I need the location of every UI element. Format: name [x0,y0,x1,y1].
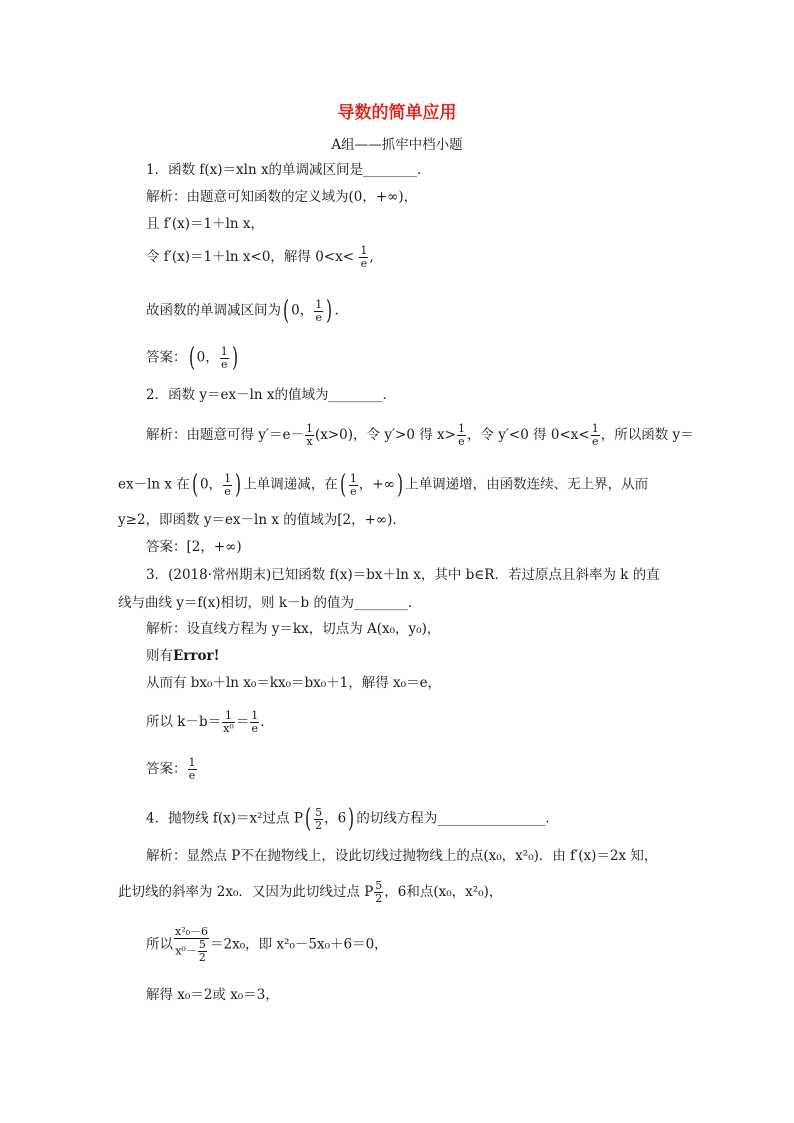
q1-analysis-line3: 令 f′(x)＝1＋ln x<0，解得 0<x< $\frac{1}{e}$ , [146,244,374,270]
q2-text: 解析：由题意可得 y′＝e－ [146,427,304,443]
q1-text: 0， [196,349,219,366]
q2-text: ex－ln x 在 [118,476,190,493]
q4-stem: 4．抛物线 f(x)＝x²过点 P( $\frac{5}{2}$ ，6) 的切线方程为________________． [146,804,559,834]
denominator: e [188,769,196,782]
numerator: x²₀－6 [175,925,209,938]
q3-stem-line1: 3．(2018·常州期末)已知函数 f(x)＝bx＋ln x，其中 b∈R．若过原点且斜率为 k 的直 [146,567,660,583]
numerator: 1 [224,471,232,485]
denominator: e [224,484,231,498]
numerator: 1 [315,297,323,311]
q4-analysis-line2 [118,880,502,905]
numerator: 1 [360,244,368,257]
fraction [305,423,314,448]
q4-text: ，6和点(x₀，x²₀)， [384,884,503,900]
numerator: 1 [305,422,313,435]
fraction [374,880,383,905]
q1-text: 令 f′(x)＝1＋ln x<0，解得 0<x< [146,249,355,265]
fraction [314,299,323,324]
q3-text: ＝ [235,714,250,730]
numerator: 1 [188,756,196,769]
page-title: 导数的简单应用 [337,103,457,123]
denominator: x⁰ [223,722,234,735]
q4-analysis-line4: 解得 x₀＝2或 x₀＝3， [146,987,279,1003]
q1-analysis-line4: 故函数的单调减区间为( 0， $\frac{1}{e}$ ) . [146,296,339,326]
q3-stem-line2: 线与曲线 y＝f(x)相切，则 k－b 的值为________． [118,595,422,611]
q3-analysis-line2 [146,646,220,666]
q3-analysis-line1: 解析：设直线方程为 y＝kx，切点为 A(x₀，y₀)， [146,621,441,637]
numerator: 1 [222,710,235,723]
fraction [223,473,232,498]
q4-text: 的切线方程为________________． [356,810,559,827]
fraction [198,939,207,964]
q3-analysis-line4: 所以 k－b＝ $\frac{1}{\text{x⁰}}$ ＝ $\frac{1}{e}$ . [146,709,265,735]
fraction [250,710,259,735]
q2-text: (x>0)，令 y′>0 得 x> [314,427,456,443]
numerator: 1 [220,344,228,358]
fraction [220,346,229,371]
q3-analysis-line3: 从而有 bx₀＋ln x₀＝kx₀＝bx₀＋1，解得 x₀＝e， [146,675,442,691]
denominator: e [591,435,599,448]
denominator: e [251,722,258,735]
fraction [457,423,466,448]
numerator: 1 [251,709,259,722]
fraction [349,473,358,498]
denominator [174,939,209,964]
fraction [174,926,209,964]
section-subtitle: A组——抓牢中档小题 [331,137,463,153]
q4-text: 此切线的斜率为 2x₀．又因为此切线过点 P [118,884,374,900]
numerator: 1 [349,471,357,485]
q4-text: 所以 [146,936,173,953]
q1-stem: 1．函数 f(x)＝xln x的单调减区间是________． [146,162,431,178]
numerator: 5 [198,938,206,951]
q2-text: 0， [199,476,223,493]
denominator: e [458,435,465,448]
q1-analysis-line1: 解析：由题意可知函数的定义域为(0，+∞)， [146,189,418,205]
q1-analysis-line2: 且 f′(x)＝1＋ln x， [146,216,265,232]
q1-text: 故函数的单调减区间为 [146,302,281,319]
denominator: x [306,435,313,448]
q4-text: ＝2x₀，即 x²₀－5x₀＋6＝0， [210,936,388,953]
denominator: e [350,484,357,498]
q2-text: 上单调递减，在 [243,476,338,493]
q2-text: ，+∞ [358,476,395,493]
q3-answer [146,757,198,782]
q1-answer: 答案：( 0， $\frac{1}{e}$ ) [146,343,238,373]
q4-text: ，6 [324,810,347,827]
numerator: 5 [315,805,323,819]
denominator: 2 [375,892,383,905]
q2-text: ，所以函数 y＝ [600,427,694,443]
q2-analysis-line3: y≥2，即函数 y＝ex－ln x 的值域为[2，+∞)． [118,512,406,528]
q3-text: 则有 [146,648,173,664]
q2-analysis-line1 [146,423,694,448]
q1-text: 0， [291,302,314,319]
fraction [188,757,197,782]
q3-text: 所以 k－b＝ [146,714,222,730]
numerator: 1 [457,422,465,435]
denominator: 2 [198,951,206,964]
numerator: 1 [591,422,599,435]
denominator-text: x⁰－ [175,944,197,958]
numerator: 5 [375,879,383,892]
q2-text: ，令 y′<0 得 0<x< [466,427,590,443]
denominator: e [315,310,322,324]
q2-answer: 答案：[2，+∞) [146,539,242,555]
q4-analysis-line1: 解析：显然点 P不在抛物线上，设此切线过抛物线上的点(x₀，x²₀)．由 f′(x)＝2x 知， [146,848,658,864]
q4-analysis-line3 [146,926,388,964]
error-text: Error! [173,648,220,664]
fraction [359,245,368,270]
denominator: 2 [315,818,323,832]
answer-label: 答案： [146,761,187,777]
fraction [314,807,323,832]
q2-analysis-line2: ex－ln x 在( 0， $\frac{1}{e}$ ) 上单调递减，在( $\frac{1}{e}$ ，+∞) 上单调递增，由函数连续、无上界，从而 [118,470,649,500]
denominator: e [360,257,368,270]
answer-label: 答案： [146,349,187,366]
q4-text: 4．抛物线 f(x)＝x²过点 P [146,810,303,827]
fraction [591,423,600,448]
q2-stem: 2．函数 y＝ex－ln x的值域为________． [146,387,397,403]
denominator: e [220,357,228,371]
fraction [222,710,235,735]
q2-text: 上单调递增，由函数连续、无上界，从而 [405,476,649,493]
